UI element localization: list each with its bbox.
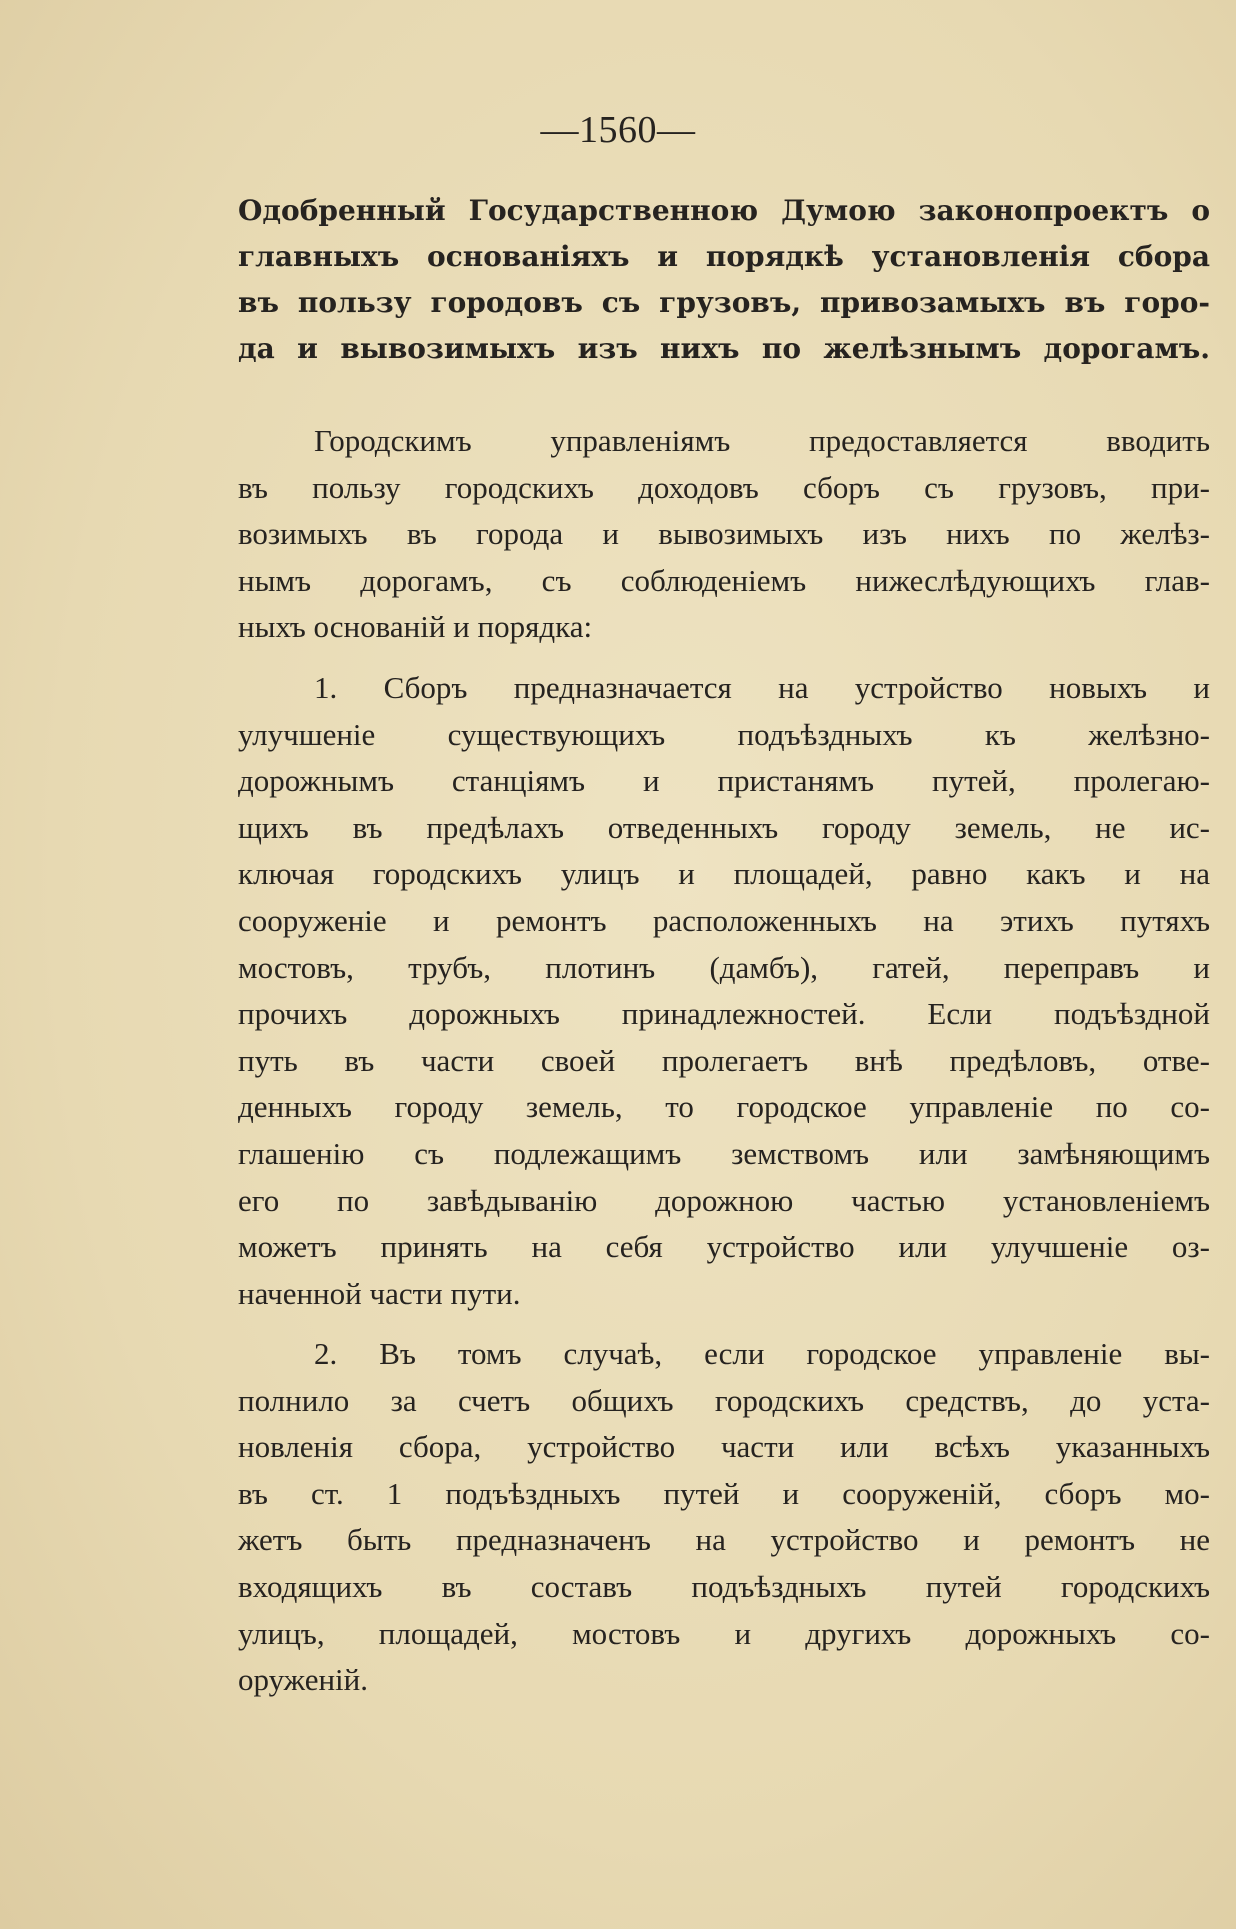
intro-paragraph (238, 418, 1210, 651)
paragraph-line: 2. Въ томъ случаѣ, если городское управленіе вы- (314, 1336, 1210, 1371)
paragraph-line: Городскимъ управленіямъ предоставляется вводить (314, 423, 1210, 458)
paragraph-line: нымъ дорогамъ, съ соблюденіемъ нижеслѣдующихъ глав- (238, 562, 1210, 598)
paragraph-line: оруженій. (238, 1662, 368, 1698)
paragraph-line: полнило за счетъ общихъ городскихъ средствъ, до уста- (238, 1382, 1210, 1418)
paragraph-line: денныхъ городу земель, то городское управленіе по со- (238, 1089, 1210, 1125)
heading-line: Одобренный Государственною Думою законопроектъ о (238, 194, 1210, 227)
paragraph-line: можетъ принять на себя устройство или улучшеніе оз- (238, 1229, 1210, 1265)
paragraph-line: его по завѣдыванію дорожною частью установленіемъ (238, 1182, 1210, 1218)
paragraph-line: новленія сбора, устройство части или всѣхъ указанныхъ (238, 1429, 1210, 1465)
paragraph-line: ныхъ основаній и порядка: (238, 609, 593, 645)
paragraph-line: возимыхъ въ города и вывозимыхъ изъ нихъ по желѣз- (238, 516, 1210, 552)
page-number: —1560— (540, 109, 696, 151)
paragraph-line: наченной части пути. (238, 1275, 521, 1311)
article-1-paragraph (238, 665, 1210, 1317)
paragraph-line: улучшеніе существующихъ подъѣздныхъ къ желѣзно- (238, 716, 1210, 752)
paragraph-line: дорожнымъ станціямъ и пристанямъ путей, пролегаю- (238, 763, 1210, 799)
paragraph-line: улицъ, площадей, мостовъ и другихъ дорожныхъ со- (238, 1615, 1210, 1651)
paragraph-line: прочихъ дорожныхъ принадлежностей. Если подъѣздной (238, 996, 1210, 1032)
paragraph-line: щихъ въ предѣлахъ отведенныхъ городу земель, не ис- (238, 809, 1210, 845)
heading-line: главныхъ основаніяхъ и порядкѣ установленія сбора (238, 240, 1210, 273)
paragraph-line: въ пользу городскихъ доходовъ сборъ съ грузовъ, при- (238, 469, 1210, 505)
paragraph-line: 1. Сборъ предназначается на устройство новыхъ и (314, 670, 1210, 705)
heading-line: да и вывозимыхъ изъ нихъ по желѣзнымъ дорогамъ. (238, 332, 1210, 365)
article-2-paragraph (238, 1331, 1210, 1704)
paragraph-line: въ ст. 1 подъѣздныхъ путей и сооруженій, сборъ мо- (238, 1475, 1210, 1511)
paragraph-line: глашенію съ подлежащимъ земствомъ или замѣняющимъ (238, 1135, 1210, 1171)
paragraph-line: ключая городскихъ улицъ и площадей, равно какъ и на (238, 856, 1210, 892)
paragraph-line: входящихъ въ составъ подъѣздныхъ путей городскихъ (238, 1568, 1210, 1604)
paragraph-line: сооруженіе и ремонтъ расположенныхъ на этихъ путяхъ (238, 902, 1210, 938)
paragraph-line: мостовъ, трубъ, плотинъ (дамбъ), гатей, переправъ и (238, 949, 1210, 985)
paragraph-line: путь въ части своей пролегаетъ внѣ предѣловъ, отве- (238, 1042, 1210, 1078)
heading-line: въ пользу городовъ съ грузовъ, привозамыхъ въ горо- (238, 286, 1210, 319)
bill-heading (238, 188, 1210, 372)
paragraph-line: жетъ быть предназначенъ на устройство и ремонтъ не (238, 1522, 1210, 1558)
